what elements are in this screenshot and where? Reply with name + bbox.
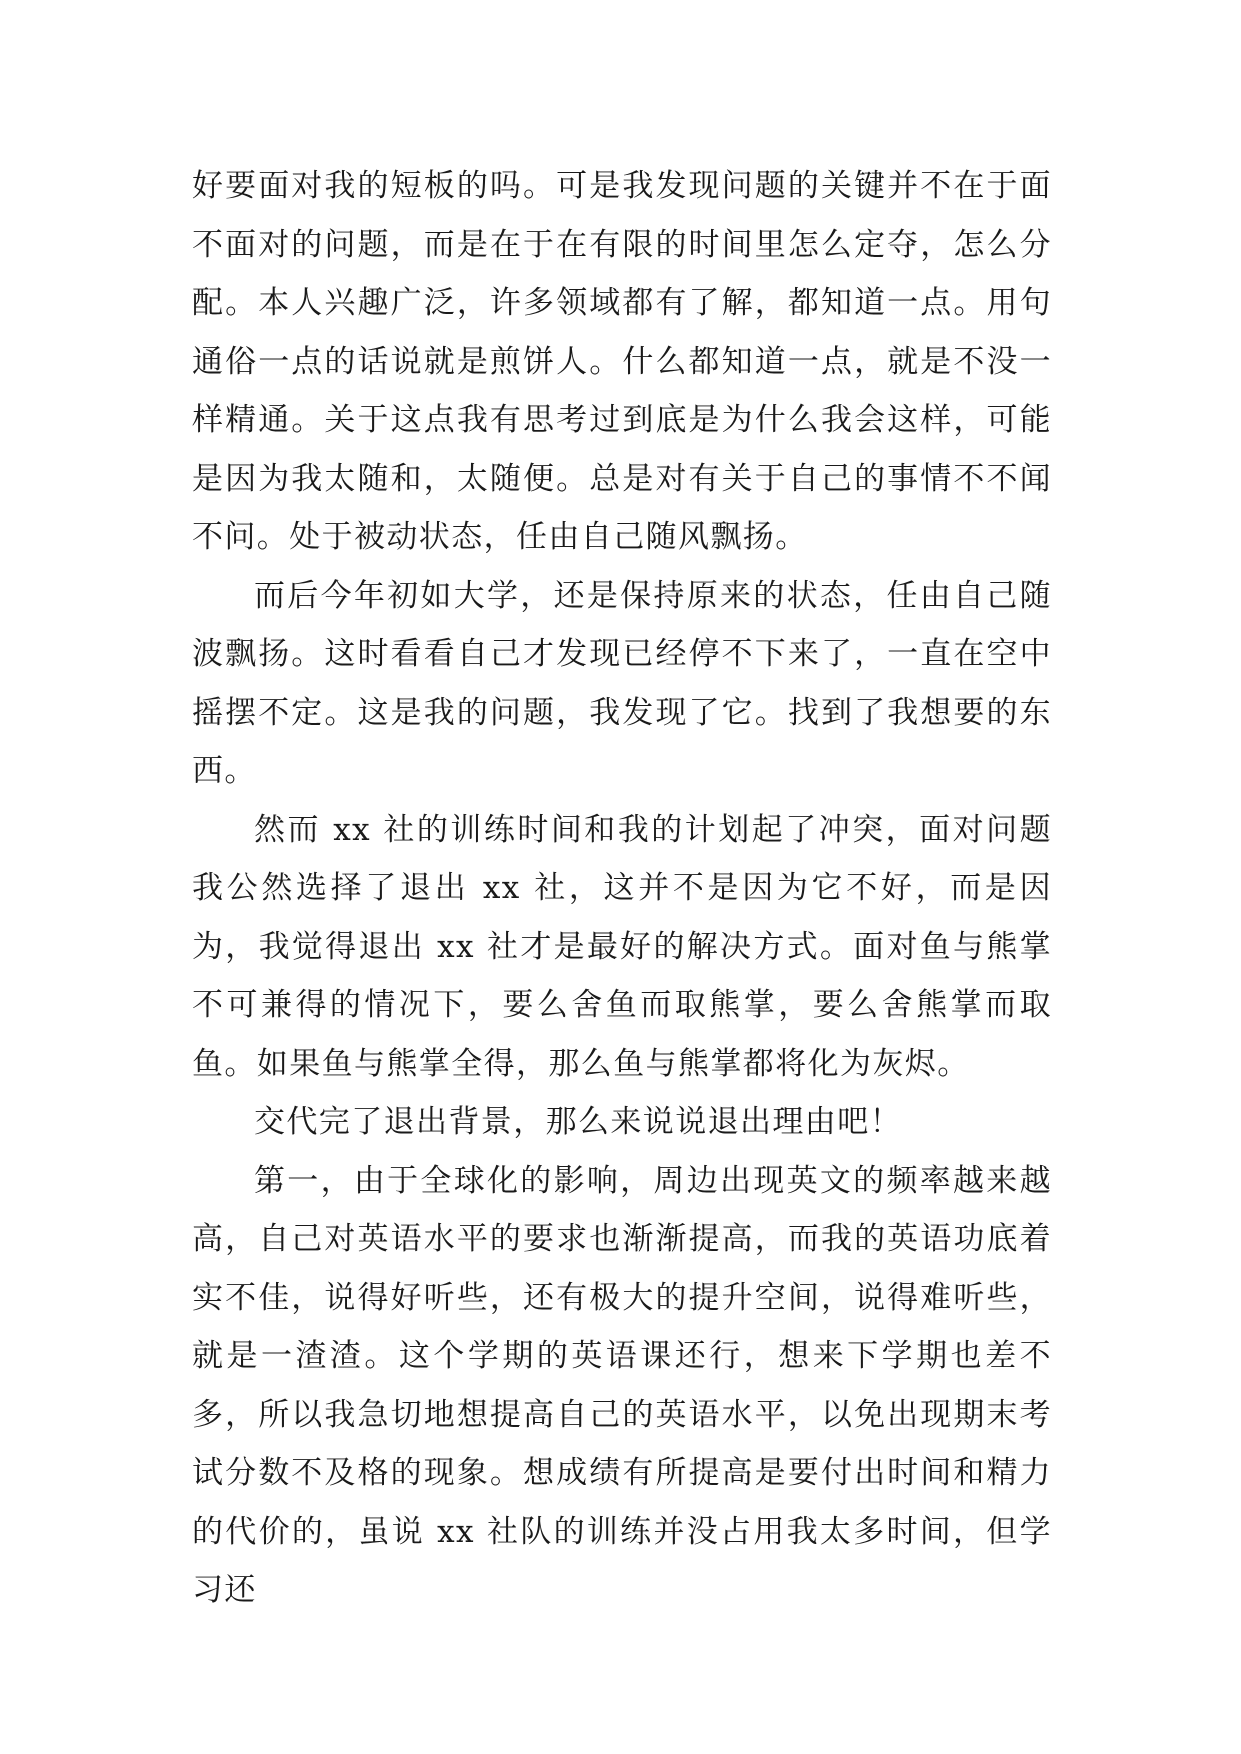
paragraph-2: 而后今年初如大学，还是保持原来的状态，任由自己随波飘扬。这时看看自己才发现已经停不下来了，一直在空中摇摆不定。这是我的问题，我发现了它。找到了我想要的东西。 [192,577,1052,789]
paragraph-5: 第一，由于全球化的影响，周边出现英文的频率越来越高，自己对英语水平的要求也渐渐提高，而我的英语功底着实不佳，说得好听些，还有极大的提升空间，说得难听些，就是一渣渣。这个学期的英语课还行，想来下学期也差不多，所以我急切地想提高自己的英语水平，以免出现期末考试分数不及格的现象。想成绩有所提高是要付出时间和精力的代价的，虽说 xx 社队的训练并没占用我太多时间，但学习还 [192,1162,1052,1608]
document-page [192,157,1052,1620]
paragraph-4: 交代完了退出背景，那么来说说退出理由吧！ [254,1104,902,1140]
paragraph-1: 好要面对我的短板的吗。可是我发现问题的关键并不在于面不面对的问题，而是在于在有限的时间里怎么定夺，怎么分配。本人兴趣广泛，许多领域都有了解，都知道一点。用句通俗一点的话说就是煎饼人。什么都知道一点，就是不没一样精通。关于这点我有思考过到底是为什么我会这样，可能是因为我太随和，太随便。总是对有关于自己的事情不不闻不问。处于被动状态，任由自己随风飘扬。 [192,168,1052,555]
paragraph-3: 然而 xx 社的训练时间和我的计划起了冲突，面对问题我公然选择了退出 xx 社，这并不是因为它不好，而是因为，我觉得退出 xx 社才是最好的解决方式。面对鱼与熊掌不可兼得的情况下，要么舍鱼而取熊掌，要么舍熊掌而取鱼。如果鱼与熊掌全得，那么鱼与熊掌都将化为灰烬。 [192,811,1052,1082]
